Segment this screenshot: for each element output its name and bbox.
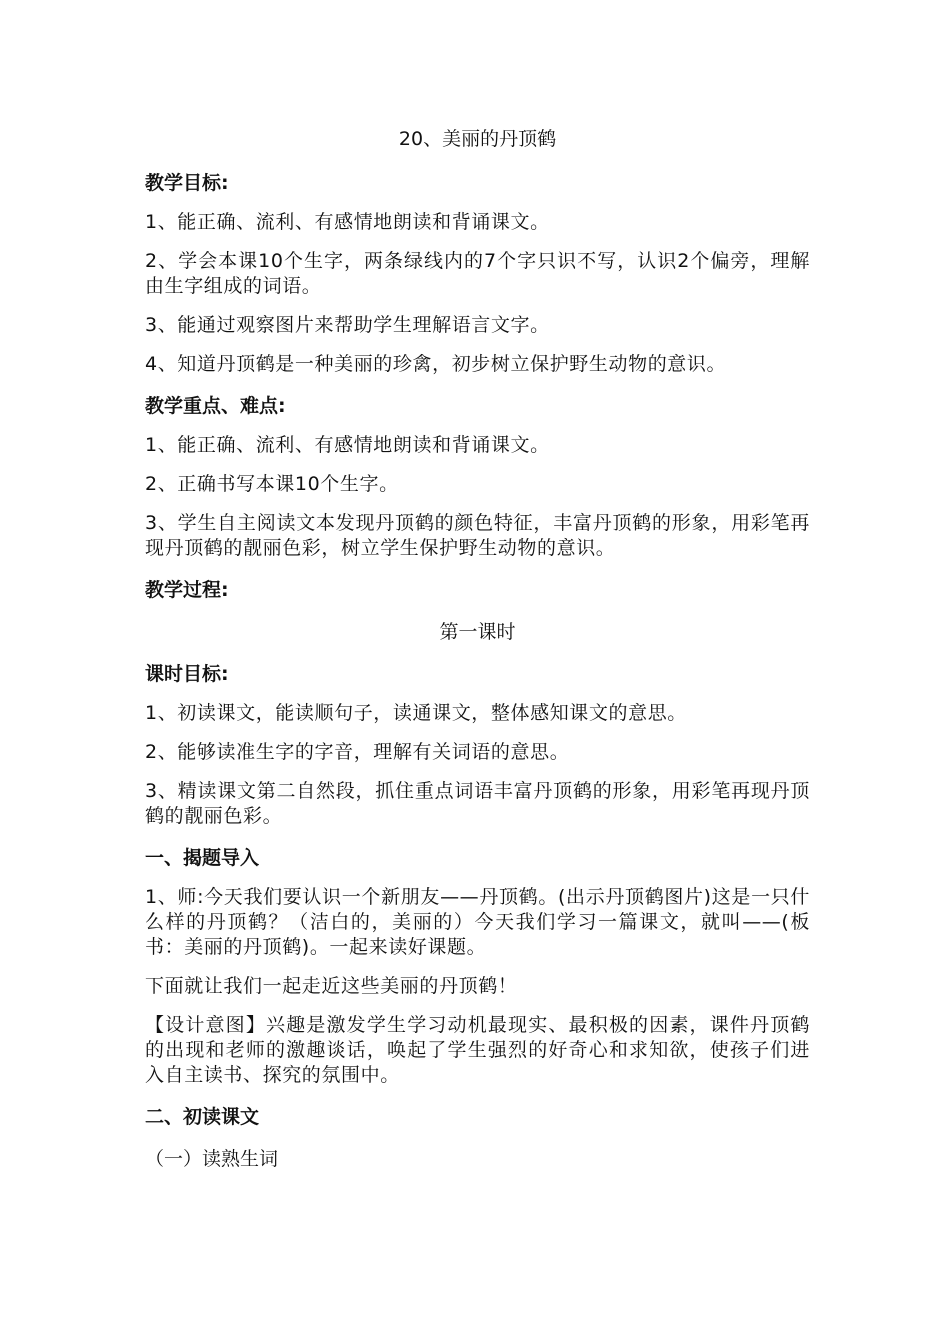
goal-item: 3、能通过观察图片来帮助学生理解语言文字。 [145, 314, 550, 336]
lesson-goal-item: 2、能够读准生字的字音，理解有关词语的意思。 [145, 741, 570, 763]
lesson-goals-heading: 课时目标: [145, 663, 229, 685]
key-point-item: 1、能正确、流利、有感情地朗读和背诵课文。 [145, 434, 550, 456]
design-intent-paragraph: 【设计意图】兴趣是激发学生学习动机最现实、最积极的因素，课件丹顶鹤的出现和老师的激趣谈话，唤起了学生强烈的好奇心和求知欲，使孩子们进入自主读书、探究的氛围中。 [145, 1014, 810, 1086]
process-heading: 教学过程: [145, 579, 229, 601]
key-points-heading: 教学重点、难点: [145, 395, 286, 417]
intro-paragraph: 1、师:今天我们要认识一个新朋友——丹顶鹤。(出示丹顶鹤图片)这是一只什么样的丹顶鹤？（洁白的，美丽的）今天我们学习一篇课文，就叫——(板书：美丽的丹顶鹤)。一起来读好课题。 [145, 886, 810, 958]
key-point-item: 2、正确书写本课10个生字。 [145, 473, 399, 495]
document-page [145, 124, 810, 1174]
key-point-item: 3、学生自主阅读文本发现丹顶鹤的颜色特征，丰富丹顶鹤的形象，用彩笔再现丹顶鹤的靓丽色彩，树立学生保护野生动物的意识。 [145, 512, 810, 559]
first-read-heading: 二、初读课文 [145, 1106, 260, 1128]
goal-item: 2、学会本课10个生字，两条绿线内的7个字只识不写，认识2个偏旁，理解由生字组成的词语。 [145, 250, 810, 297]
intro-heading: 一、揭题导入 [145, 847, 260, 869]
first-read-subheading: （一）读熟生词 [145, 1148, 279, 1170]
goal-item: 4、知道丹顶鹤是一种美丽的珍禽，初步树立保护野生动物的意识。 [145, 353, 727, 375]
document-title: 20、美丽的丹顶鹤 [398, 128, 557, 150]
goals-heading: 教学目标: [145, 172, 229, 194]
lesson-label: 第一课时 [439, 621, 516, 643]
goal-item: 1、能正确、流利、有感情地朗读和背诵课文。 [145, 211, 550, 233]
lesson-goal-item: 3、精读课文第二自然段，抓住重点词语丰富丹顶鹤的形象，用彩笔再现丹顶鹤的靓丽色彩。 [145, 780, 810, 827]
intro-paragraph: 下面就让我们一起走近这些美丽的丹顶鹤！ [145, 975, 518, 997]
lesson-goal-item: 1、初读课文，能读顺句子，读通课文，整体感知课文的意思。 [145, 702, 687, 724]
